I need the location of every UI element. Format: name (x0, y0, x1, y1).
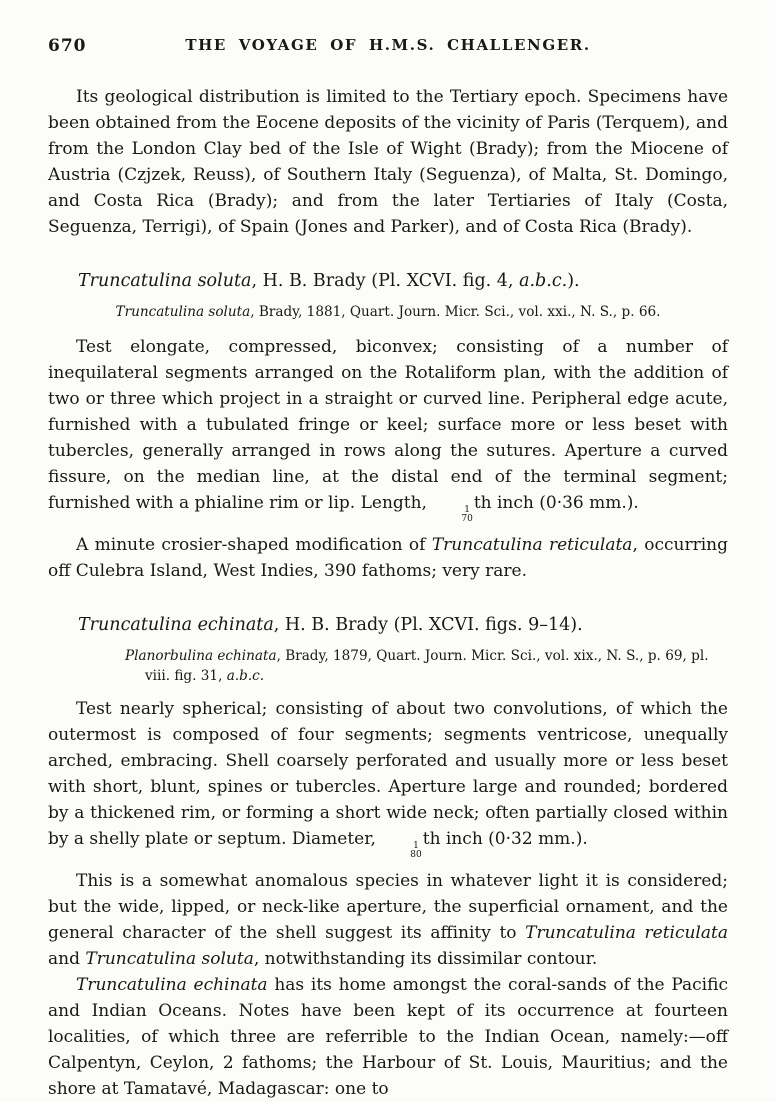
text-run: Test nearly spherical; consisting of about two convolutions, of which the outermost is composed of four segments; segments ventricose, unequally arched, embracing. Shell coarsely perforated and usually more or less beset with short, blunt, spines or tubercles. Aperture large and rounded; bordered by a thickened rim, or forming a short wide neck; often partially closed within by a shelly plate or septum. Diameter, (48, 698, 728, 849)
paragraph (48, 972, 728, 1102)
species-heading (48, 612, 728, 638)
paragraph (48, 532, 728, 584)
italic-text-run: Truncatulina soluta (85, 948, 254, 969)
text-run: , H. B. Brady (Pl. XCVI. fig. 4, (251, 271, 520, 291)
paragraph (48, 84, 728, 240)
text-run: , notwithstanding its dissimilar contour. (253, 948, 598, 969)
page-body (48, 84, 728, 1102)
italic-text-run: Truncatulina reticulata (525, 922, 728, 943)
text-run: This is a somewhat anomalous species in whatever light it is considered; but the wide, lipped, or neck-like aperture, the superficial ornament, and the general character of the shell suggest its affinity to (48, 870, 728, 943)
text-run: , Brady, 1879, Quart. Journ. Micr. Sci., vol. xix., N. S., p. 69, pl. viii. fig. 31, (145, 647, 709, 684)
text-run: has its home amongst the coral-sands of the Pacific and Indian Oceans. Notes have been kept of its occurrence at fourteen localities, of which three are referrible to the Indian Ocean, namely:—off Calpentyn, Ceylon, 2 fathoms; the Harbour of St. Louis, Mauritius; and the shore at Tamatavé, Madagascar: one to (48, 974, 728, 1099)
text-run: , Brady, 1881, Quart. Journ. Micr. Sci., vol. xxi., N. S., p. 66. (250, 304, 661, 320)
text-run: ). (567, 271, 580, 291)
text-run: , H. B. Brady (Pl. XCVI. figs. 9–14). (273, 614, 583, 635)
italic-text-run: a.b.c. (519, 271, 568, 291)
text-run: A minute crosier-shaped modification of (76, 534, 432, 555)
fraction-numerator: 1 (413, 840, 419, 851)
text-run: th inch (0·36 mm.). (473, 493, 639, 513)
paragraph (48, 696, 728, 861)
text-run: Its geological distribution is limited to the Tertiary epoch. Specimens have been obtained from the Eocene deposits of the vicinity of Paris (Terquem), and from the London Clay bed of the Isle of Wight (Brady); from the Miocene of Austria (Czjzek, Reuss), of Southern Italy (Seguenza), of Malta, St. Domingo, and Costa Rica (Brady); and from the later Tertiaries of Italy (Costa, Seguenza, Terrigi), of Spain (Jones and Parker), and of Costa Rica (Brady). (48, 87, 728, 237)
fraction-denominator: 80 (410, 850, 422, 861)
fraction-denominator: 70 (461, 514, 473, 525)
text-run: th inch (0·32 mm.). (422, 828, 588, 849)
running-head (48, 36, 728, 58)
inline-fraction (433, 506, 472, 525)
italic-text-run: Planorbulina echinata (125, 647, 277, 664)
paragraph (48, 334, 728, 525)
italic-text-run: Truncatulina reticulata (431, 534, 633, 555)
running-title: THE VOYAGE OF H.M.S. CHALLENGER. (185, 36, 591, 54)
italic-text-run: Truncatulina echinata (76, 974, 268, 995)
citation (48, 302, 728, 322)
italic-text-run: a.b.c. (226, 667, 265, 684)
page-number: 670 (48, 36, 87, 56)
text-run: and (48, 948, 86, 969)
species-heading (48, 268, 728, 294)
fraction-numerator: 1 (464, 505, 470, 515)
text-run: Test elongate, compressed, biconvex; consisting of a number of inequilateral segments arranged on the Rotaliform plan, with the addition of two or three which project in a straight or curved line. Peripheral edge acute, furnished with a tubulated fringe or keel; surface more or less beset with tubercles, generally arranged in rows along the sutures. Aperture a curved fissure, on the median line, at the distal end of the terminal segment; furnished with a phialine rim or lip. Length, (48, 337, 728, 513)
inline-fraction (382, 842, 421, 861)
italic-text-run: Truncatulina soluta (78, 271, 252, 291)
citation (125, 646, 710, 686)
text-run: , occurring off Culebra Island, West Indies, 390 fathoms; very rare. (48, 534, 728, 581)
italic-text-run: Truncatulina echinata (78, 614, 274, 635)
paragraph (48, 868, 728, 972)
italic-text-run: Truncatulina soluta (115, 304, 251, 320)
